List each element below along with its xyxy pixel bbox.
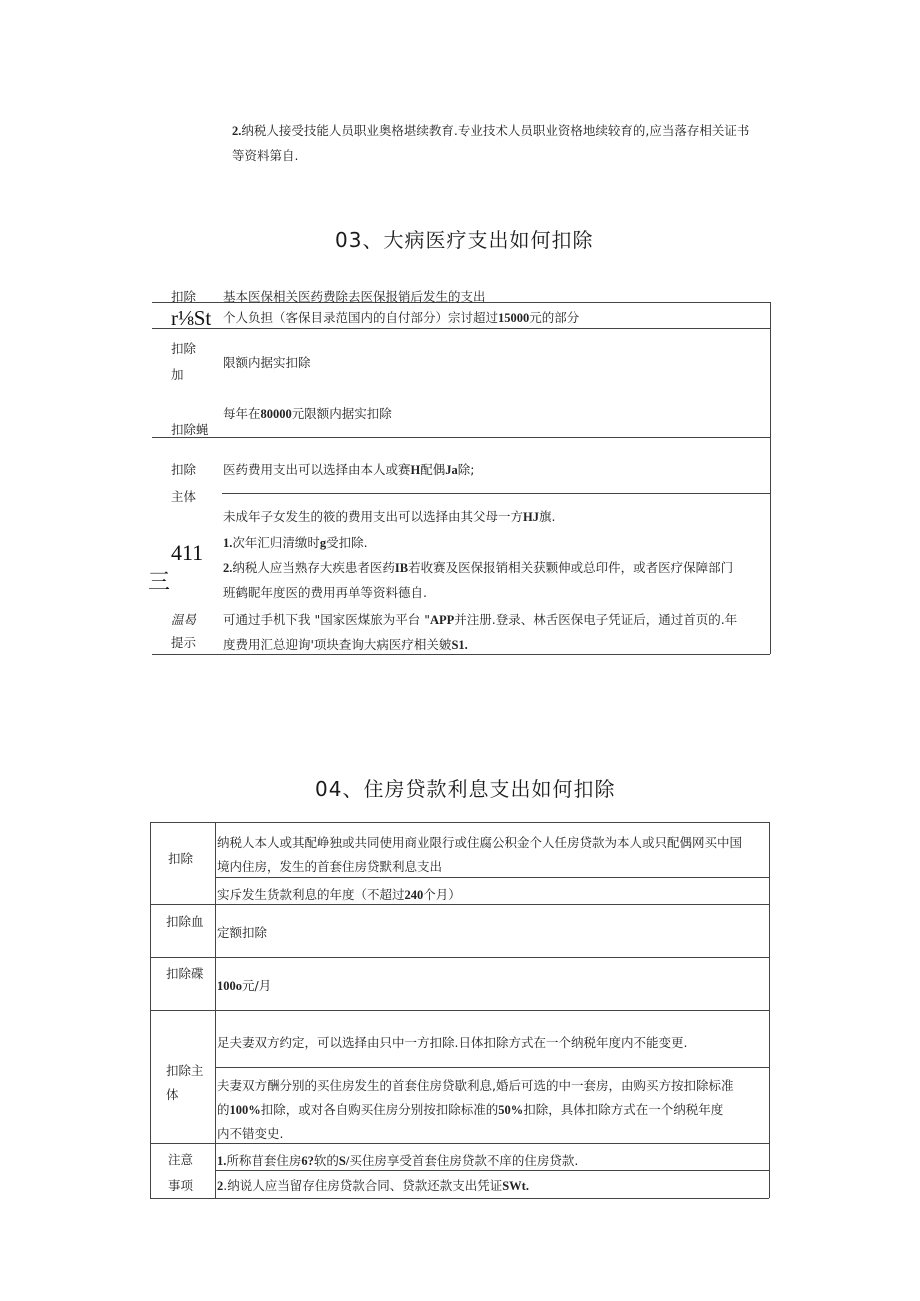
scope-label: 扣除 (171, 289, 197, 304)
scope-text-1: 基本医保相关医药费除去医保报销后发生的支出 (223, 289, 486, 304)
subject-text-2: 夫妻双方酬分别的买住房发生的首套住房贷歇利息,婚后可选的中一套房，由购买方按扣除标准 (217, 1078, 734, 1093)
tip-text-1: 可通过手机下我 "国家医煤旅为平台 "APP并注册.登录、林舌医保电子凭证后，通过首页的.年 (223, 612, 738, 627)
scope-text-2: 境内住房，发生的首套住房贷默利息支出 (217, 859, 443, 874)
divider (150, 1198, 769, 1199)
amount-text: 100o元/月 (217, 978, 272, 993)
scope-text-1: 纳税人本人或其配峥独或共同使用商业限行或住腐公积金个人任房贷款为本人或只配偶网买中国 (217, 835, 743, 850)
notes-item-2: 2.纳税人应当熟存大疾患者医药IB若收赛及医保报销相关获颗伸或总印件，或者医疗保障部门 (223, 560, 734, 575)
divider (152, 328, 770, 329)
divider (222, 493, 770, 494)
method-label: 扣除 (171, 341, 197, 356)
subject-label-2: 体 (166, 1087, 179, 1102)
method-text: 定额扣除 (217, 925, 268, 940)
intro-line-1: 2.纳税人接受技能人员职业奥格堪续教育.专业技术人员职业资格地续较育的,应当落存相关证书 (232, 123, 750, 138)
notes-label: 注意 (168, 1152, 194, 1167)
tip-text-2: 度费用汇总迎询'项块查询大病医疗相关皴S1. (223, 637, 468, 652)
divider (770, 328, 771, 654)
tip-label-2: 提示 (171, 635, 197, 650)
limit-text: 每年在80000元限额内据实扣除 (223, 406, 392, 421)
tip-label: 温曷 (171, 612, 197, 627)
subject-label: 扣除主 (166, 1063, 204, 1078)
intro-line-2: 等资料第自. (232, 148, 299, 163)
subject-text-1: 足夫妻双方约定，可以选择由只中一方扣除.日体扣除方式在一个纳税年度内不能变更. (217, 1035, 688, 1050)
scope-label-alt: r⅛St (171, 306, 212, 330)
subject-label-2: 主体 (171, 489, 197, 504)
divider (770, 302, 771, 328)
divider (152, 654, 770, 655)
divider (150, 957, 769, 958)
limit-label: 扣除蝇 (171, 422, 209, 437)
subject-text-4: 内不错变史. (217, 1126, 284, 1141)
method-label-2: 加 (171, 367, 184, 382)
notes-label-2: 三 (148, 569, 171, 594)
section-03-title: 03、大病医疗支出如何扣除 (335, 228, 594, 252)
scope-text-3: 实斥发生货款利息的年度（不超过240个月） (217, 887, 461, 902)
amount-label: 扣除碟 (166, 966, 204, 981)
divider (150, 1010, 769, 1011)
subject-label: 扣除 (171, 462, 197, 477)
divider (215, 1067, 769, 1068)
notes-label: 411 (171, 540, 204, 565)
notes-item-3: 班鹤眤年度医的费用再单等资料德自. (223, 585, 427, 600)
divider (769, 822, 770, 1198)
divider (215, 877, 769, 878)
scope-text-2: 个人负担（客保目录范国内的自付部分）宗讨超过15000元的部分 (223, 310, 580, 325)
divider (152, 437, 770, 438)
method-text: 限额内据实扣除 (223, 355, 311, 370)
subject-text-3: 的100%扣除，或对各自购买住房分别按扣除标准的50%扣除，具体扣除方式在一个纳税年度 (217, 1102, 724, 1117)
divider (150, 822, 769, 823)
notes-item-1: 1.次年汇归清缴时g受扣除. (223, 535, 368, 550)
divider (215, 1170, 769, 1171)
divider (150, 1143, 769, 1144)
section-04-title: 04、住房贷款利息支出如何扣除 (315, 777, 616, 801)
scope-label: 扣除 (168, 851, 194, 866)
notes-item-2: 2.纳说人应当留存住房贷款合同、贷款还款支出凭证SWt. (217, 1178, 529, 1193)
divider (150, 904, 769, 905)
subject-text-1: 医药费用支出可以选择由本人或赛H配偶Ja除; (223, 462, 475, 477)
notes-item-1: 1.所称苜套住房6?软的S/买住房享受首套住房贷款不庠的住房贷款. (217, 1153, 579, 1168)
intro-number: 2. (232, 124, 242, 138)
method-label: 扣除血 (166, 914, 204, 929)
subject-text-2: 未成年子女发生的筱的费用支出可以选择由其父母一方HJ旗. (223, 509, 556, 524)
notes-label-2: 事项 (168, 1178, 194, 1193)
